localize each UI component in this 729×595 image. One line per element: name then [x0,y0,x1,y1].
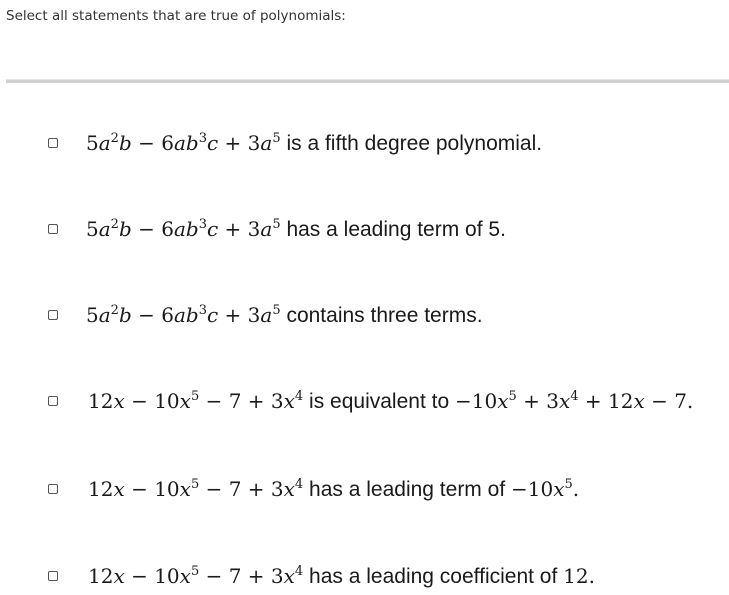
divider [6,79,729,83]
option-6-statement [88,561,595,595]
option-6-text: has a leading coefficient of [309,565,558,588]
option-4-expression-2: $-10x^5 + 3x^4 + 12x - 7$. [454,389,694,413]
answer-option-6[interactable] [0,561,729,591]
checkbox-option-4[interactable] [48,396,58,406]
option-3-statement [86,300,483,334]
option-5-statement [88,474,579,508]
option-6-expression: $12x - 10x^5 - 7 + 3x^4$ [88,564,304,588]
option-4-statement [88,386,693,420]
checkbox-option-2[interactable] [48,224,58,234]
option-5-expression: $12x - 10x^5 - 7 + 3x^4$ [88,477,304,501]
answer-option-3[interactable] [0,300,729,330]
answer-option-1[interactable] [0,128,729,158]
option-4-text: is equivalent to [309,390,450,413]
option-5-expression-2: $-10x^5$. [511,477,580,501]
option-2-expression: $5a^2b - 6ab^3c + 3a^5$ [86,217,281,241]
checkbox-option-5[interactable] [48,484,58,494]
option-3-expression: $5a^2b - 6ab^3c + 3a^5$ [86,303,281,327]
option-4-expression: $12x - 10x^5 - 7 + 3x^4$ [88,389,304,413]
option-2-statement [86,214,506,248]
option-1-text: is a fifth degree polynomial. [286,132,543,155]
answer-option-4[interactable] [0,386,729,416]
answer-option-5[interactable] [0,474,729,504]
option-1-expression: $5a^2b - 6ab^3c + 3a^5$ [86,131,281,155]
question-prompt: Select all statements that are true of polynomials: [6,8,346,24]
option-3-text: contains three terms. [286,304,483,327]
option-6-expression-2: 12. [563,564,595,588]
option-5-text: has a leading term of [309,478,506,501]
checkbox-option-6[interactable] [48,571,58,581]
option-2-text: has a leading term of 5. [286,218,506,241]
option-1-statement [86,128,542,162]
checkbox-option-1[interactable] [48,138,58,148]
checkbox-option-3[interactable] [48,310,58,320]
answer-option-2[interactable] [0,214,729,244]
